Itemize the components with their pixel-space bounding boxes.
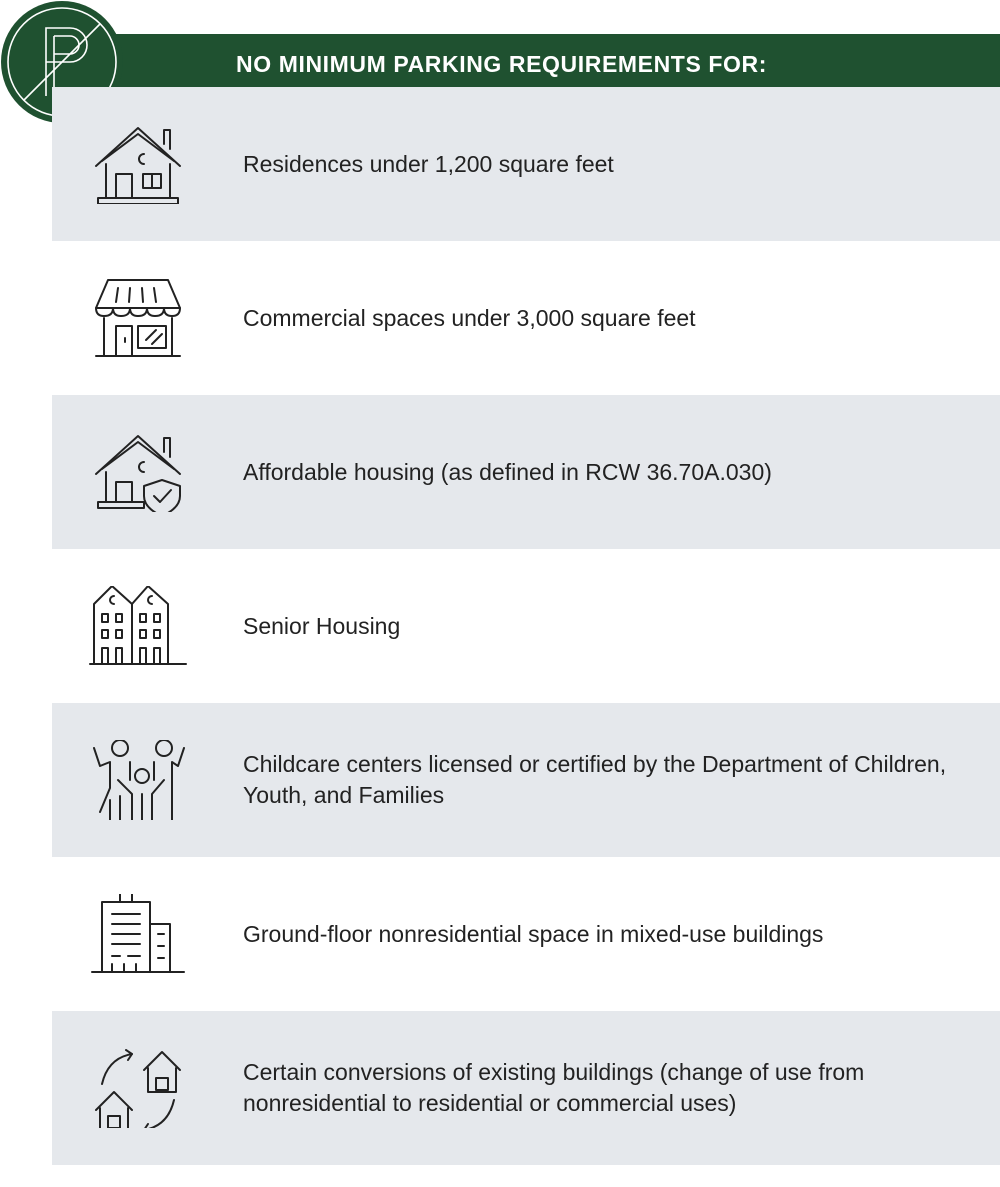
list-item — [52, 1011, 1000, 1165]
house-shield-icon — [88, 432, 188, 512]
house-icon — [88, 124, 188, 204]
list-item — [52, 703, 1000, 857]
family-icon — [88, 740, 188, 820]
apartment-buildings-icon — [88, 586, 188, 666]
list-item-label: Childcare centers licensed or certified by the Department of Children, Youth, and Families — [243, 751, 947, 808]
requirements-list — [52, 87, 1000, 1165]
list-item-label: Ground-floor nonresidential space in mixed-use buildings — [243, 920, 824, 947]
list-item — [52, 241, 1000, 395]
list-item — [52, 549, 1000, 703]
list-item-label: Residences under 1,200 square feet — [243, 150, 614, 177]
building-conversion-icon — [88, 1048, 188, 1128]
page-title: NO MINIMUM PARKING REQUIREMENTS FOR: — [236, 51, 767, 77]
list-item-label: Affordable housing (as defined in RCW 36.70A.030) — [243, 458, 772, 485]
list-item-label: Senior Housing — [243, 612, 401, 639]
storefront-icon — [88, 278, 188, 358]
mixed-use-building-icon — [88, 894, 188, 974]
list-item-label: Commercial spaces under 3,000 square feet — [243, 304, 696, 331]
list-item — [52, 857, 1000, 1011]
list-item — [52, 395, 1000, 549]
list-item-label: Certain conversions of existing buildings (change of use from nonresidential to residential or commercial uses) — [243, 1059, 865, 1116]
list-item — [52, 87, 1000, 241]
